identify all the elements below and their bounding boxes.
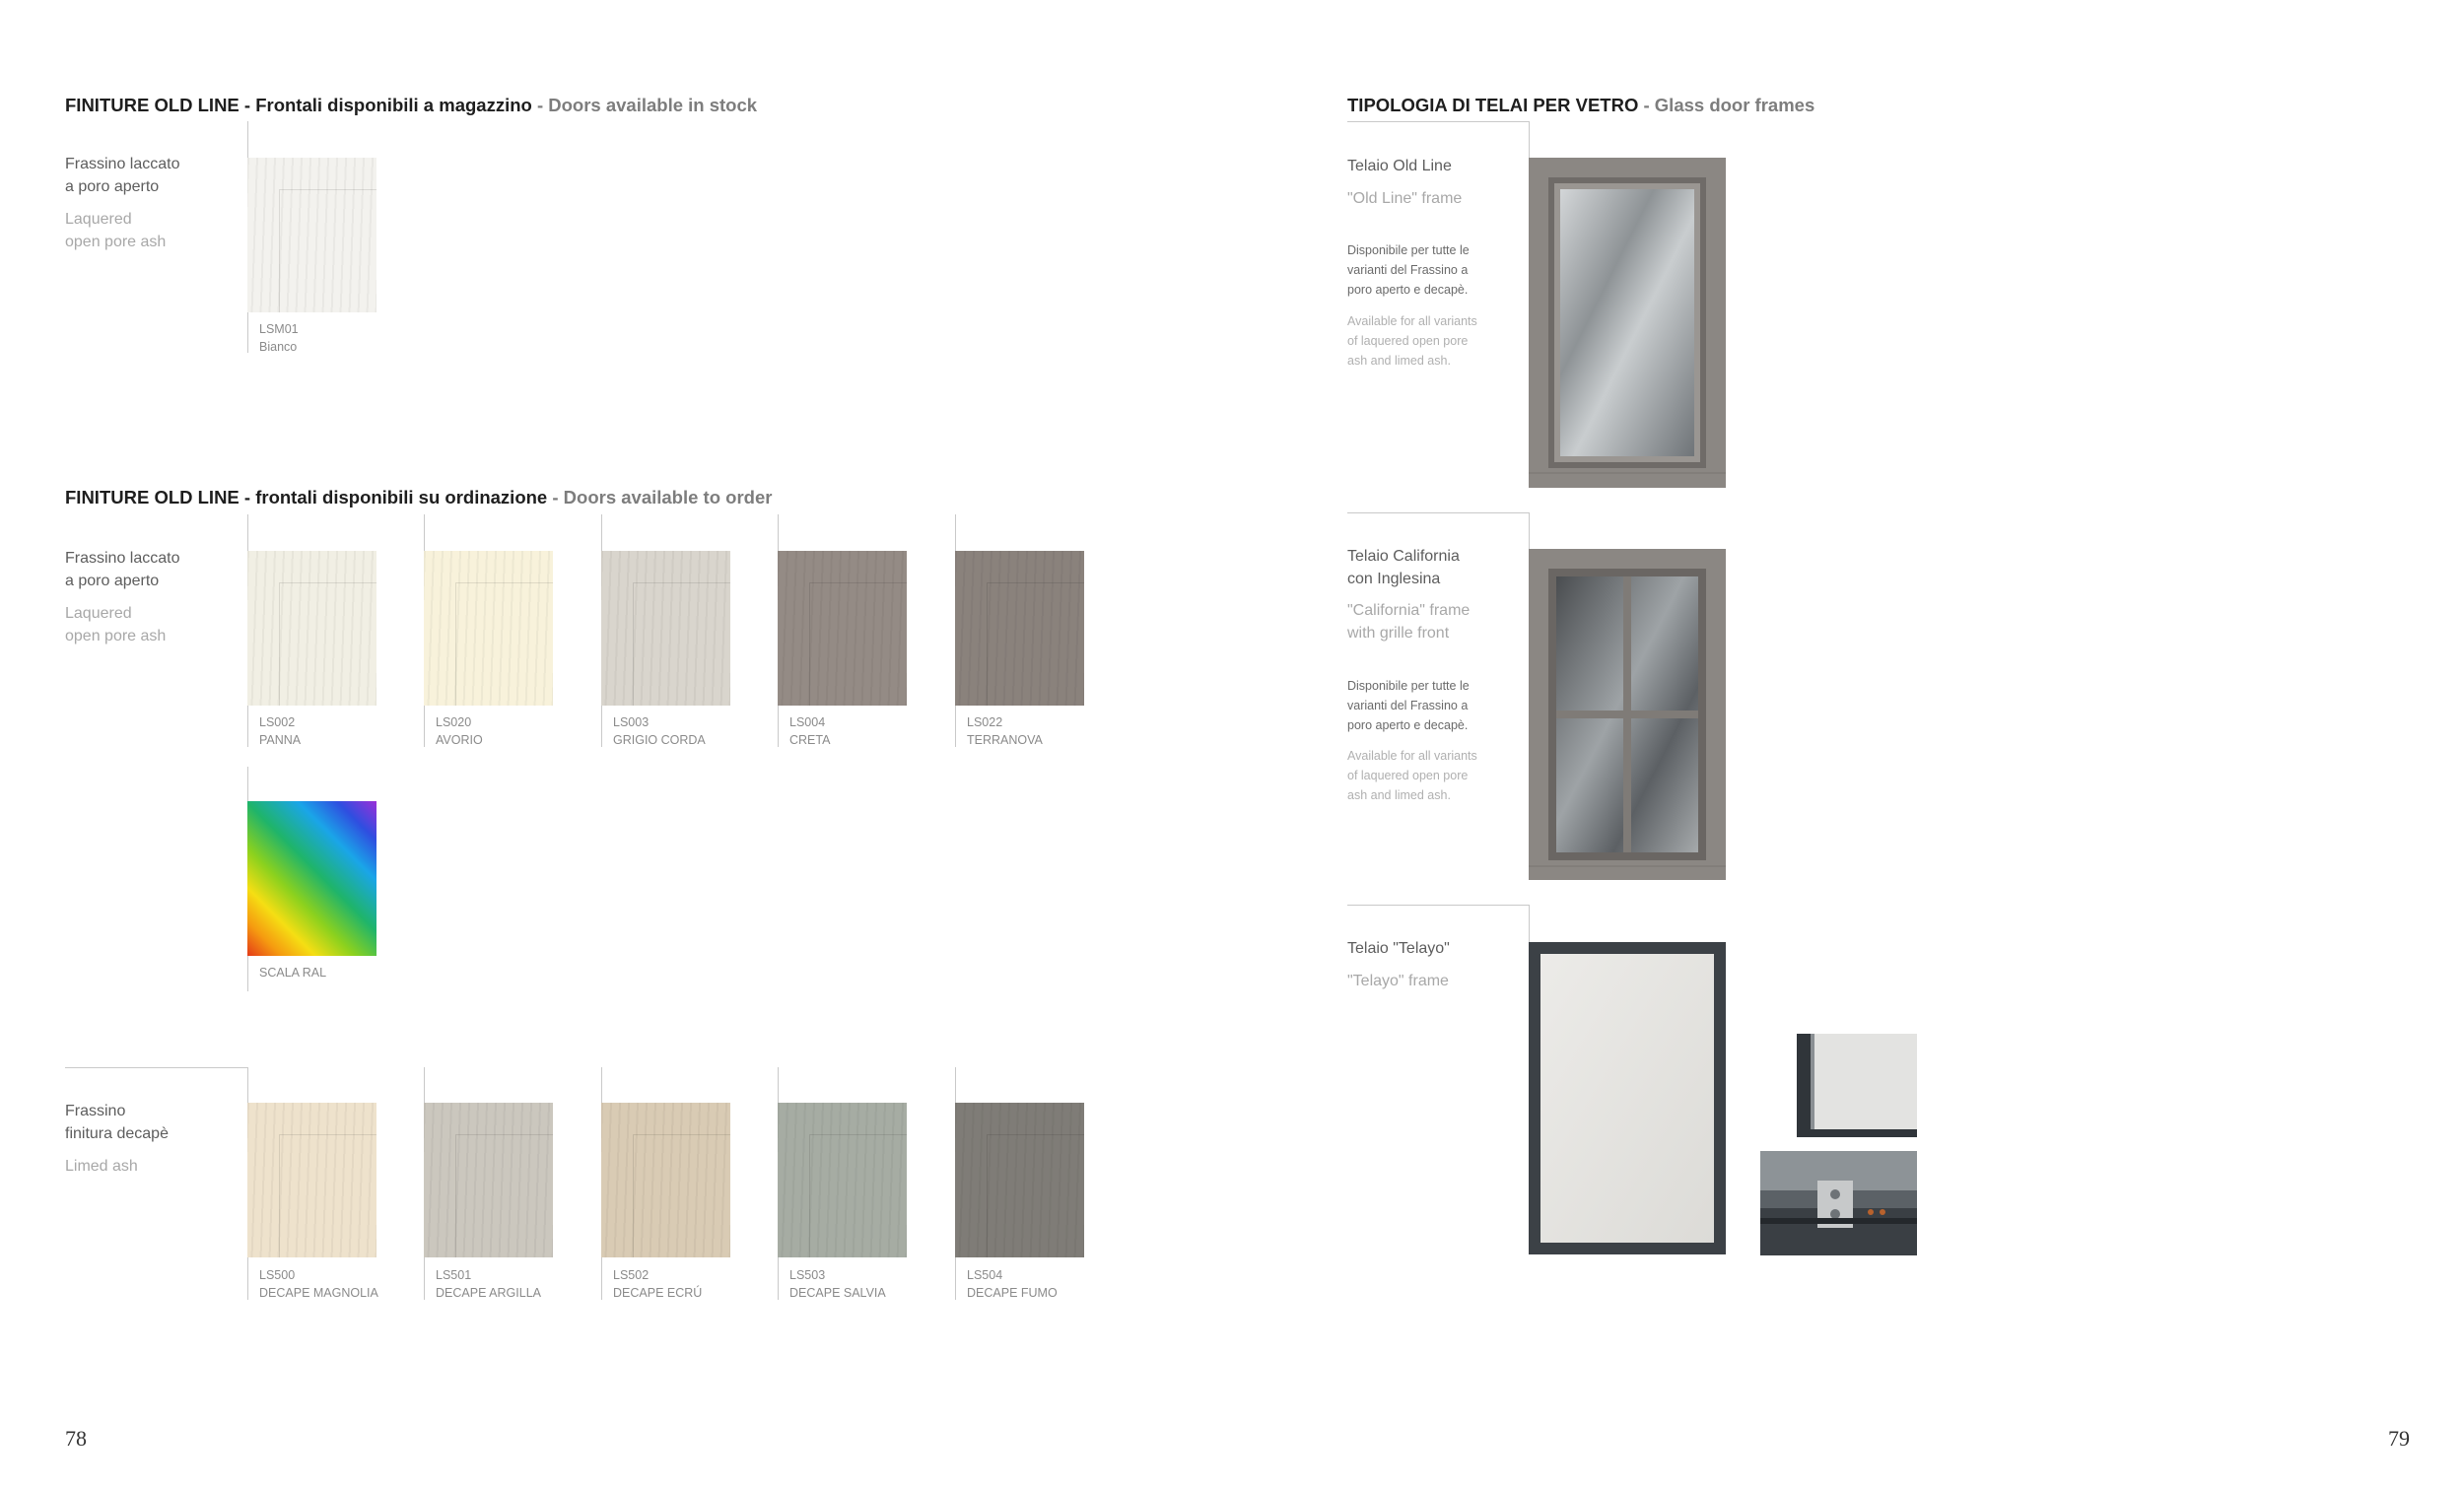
swatch-ls004	[778, 551, 907, 706]
swatch-ls502	[601, 1103, 730, 1257]
swatch-code: LS022 TERRANOVA	[967, 715, 1043, 747]
frame-name-it: Telaio California con Inglesina	[1347, 548, 1460, 587]
swatch-ls020	[424, 551, 553, 706]
swatch-lsm01	[247, 158, 376, 312]
stock-group-label-it: Frassino laccato a poro aperto	[65, 156, 180, 195]
order-section-heading	[65, 487, 772, 508]
swatch-code: LS002 PANNA	[259, 715, 302, 747]
swatch-ls022	[955, 551, 1084, 706]
stock-group-label-en: Laquered open pore ash	[65, 211, 167, 250]
swatch-ls002	[247, 551, 376, 706]
swatch-code: LS004 CRETA	[789, 715, 831, 747]
swatch-ls003	[601, 551, 730, 706]
order-group1-label-it: Frassino laccato a poro aperto	[65, 550, 180, 589]
swatch-code: LS501 DECAPE ARGILLA	[436, 1268, 541, 1300]
page-number-right: 79	[2388, 1426, 2410, 1451]
frame-name-en: "Telayo" frame	[1347, 973, 1449, 989]
swatch-code: LS504 DECAPE FUMO	[967, 1268, 1058, 1300]
frame-name-it: Telaio Old Line	[1347, 158, 1452, 174]
frame-note-en: Available for all variants of laquered open pore ash and limed ash.	[1347, 314, 1477, 368]
frames-section-heading	[1347, 95, 1814, 116]
old-line-frame-image	[1529, 158, 1726, 488]
stock-section-heading	[65, 95, 757, 116]
ral-label: SCALA RAL	[259, 966, 327, 980]
swatch-ls504	[955, 1103, 1084, 1257]
swatch-code: LS503 DECAPE SALVIA	[789, 1268, 886, 1300]
frames-heading-it: TIPOLOGIA DI TELAI PER VETRO	[1347, 95, 1639, 115]
order-heading-it: FINITURE OLD LINE - frontali disponibili su ordinazione	[65, 487, 548, 508]
swatch-code: LS003 GRIGIO CORDA	[613, 715, 706, 747]
swatch-ls503	[778, 1103, 907, 1257]
order-heading-en: - Doors available to order	[547, 487, 773, 508]
swatch-code: LS020 AVORIO	[436, 715, 483, 747]
telayo-hinge-detail-image	[1760, 1151, 1917, 1255]
divider-line	[1347, 905, 1530, 906]
swatch-code: LS502 DECAPE ECRÚ	[613, 1268, 703, 1300]
frame-name-it: Telaio "Telayo"	[1347, 940, 1450, 957]
order-group2-label-en: Limed ash	[65, 1158, 138, 1175]
order-group1-label-en: Laquered open pore ash	[65, 605, 167, 644]
divider-line	[1347, 512, 1530, 513]
ral-color-scale	[247, 801, 376, 956]
order-group2-label-it: Frassino finitura decapè	[65, 1103, 169, 1142]
frame-name-en: "Old Line" frame	[1347, 190, 1463, 207]
swatch-ls500	[247, 1103, 376, 1257]
stock-heading-en: - Doors available in stock	[531, 95, 758, 115]
frame-note-en: Available for all variants of laquered open pore ash and limed ash.	[1347, 749, 1477, 802]
frame-note-it: Disponibile per tutte le varianti del Frassino a poro aperto e decapè.	[1347, 679, 1470, 732]
divider-line	[1347, 121, 1530, 122]
divider-line	[65, 1067, 248, 1068]
divider-line	[1529, 905, 1530, 944]
page-number-left: 78	[65, 1426, 87, 1451]
frame-note-it: Disponibile per tutte le varianti del Frassino a poro aperto e decapè.	[1347, 243, 1470, 297]
swatch-ls501	[424, 1103, 553, 1257]
telayo-frame-image	[1529, 942, 1726, 1254]
stock-heading-it: FINITURE OLD LINE - Frontali disponibili a magazzino	[65, 95, 532, 115]
frame-name-en: "California" frame with grille front	[1347, 602, 1471, 642]
telayo-corner-detail-image	[1797, 1034, 1917, 1137]
frames-heading-en: - Glass door frames	[1638, 95, 1815, 115]
swatch-code: LS500 DECAPE MAGNOLIA	[259, 1268, 378, 1300]
california-frame-image	[1529, 549, 1726, 880]
swatch-code: LSM01 Bianco	[259, 322, 299, 354]
